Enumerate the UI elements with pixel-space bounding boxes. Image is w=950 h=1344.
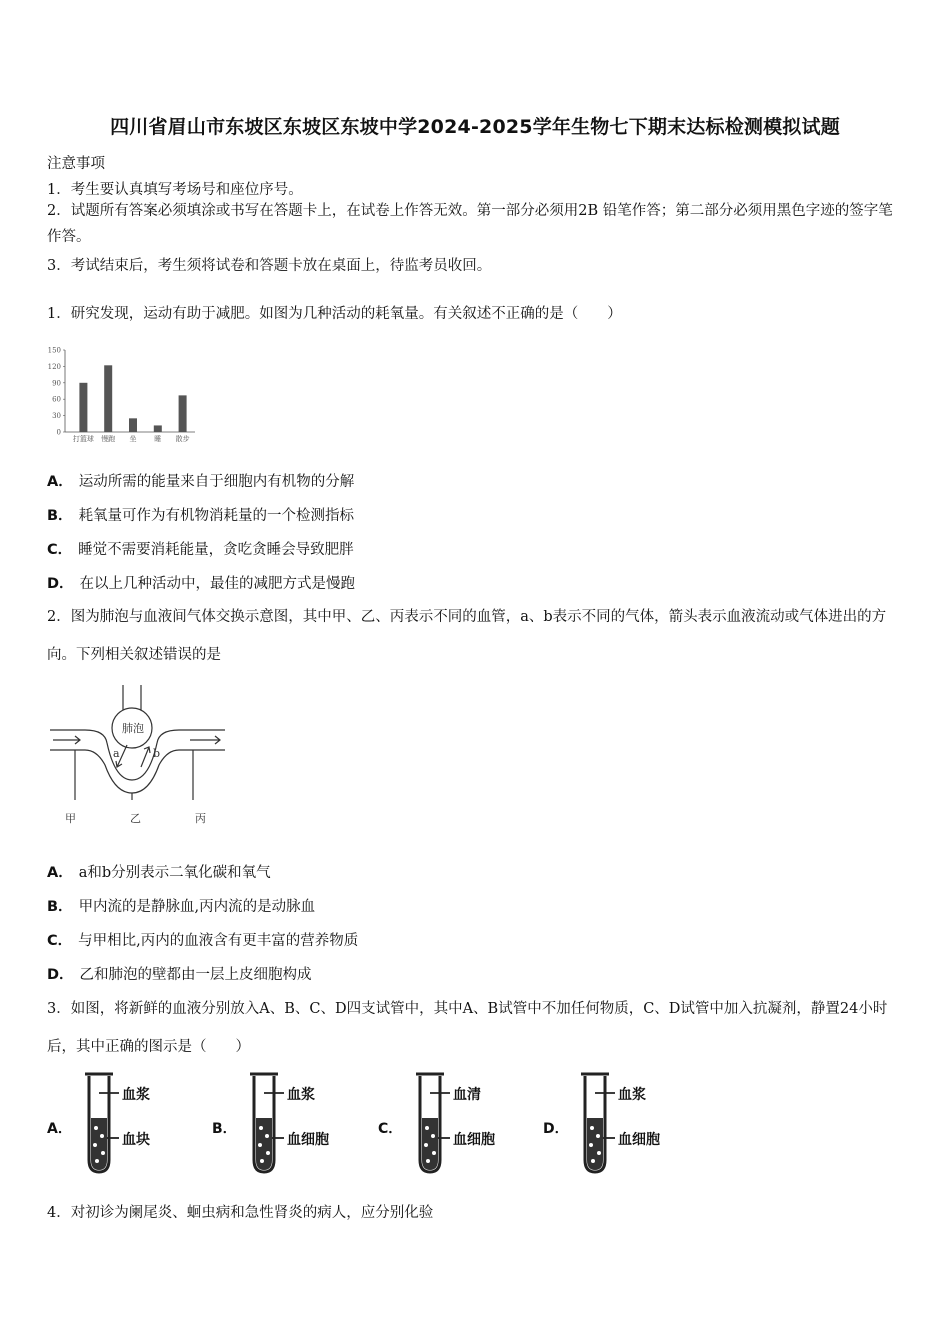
gas-a-label: a (113, 747, 120, 760)
q2-option-a: A． a和b分别表示二氧化碳和氧气 (47, 865, 271, 881)
chart-x-tick-label: 慢跑 (101, 435, 116, 443)
chart-y-tick-label: 120 (47, 362, 61, 371)
chart-bar (79, 383, 87, 432)
q1-option-a: A． 运动所需的能量来自于细胞内有机物的分解 (47, 474, 355, 490)
tube-option-letter: D． (543, 1121, 569, 1137)
vessel-yi-label: 乙 (130, 812, 141, 825)
chart-bar (104, 365, 112, 432)
q2-option-d: D． 乙和肺泡的壁都由一层上皮细胞构成 (47, 967, 312, 983)
tube-bottom-label: 血细胞 (618, 1132, 660, 1148)
alveolus-label: 肺泡 (122, 722, 144, 735)
tube-option-letter: A． (47, 1121, 72, 1137)
chart-x-tick-label: 散步 (175, 435, 190, 443)
tube-option (543, 1068, 703, 1178)
chart-y-tick-label: 60 (52, 395, 61, 404)
notice-item-1: 1．考生要认真填写考场号和座位序号。 (47, 182, 303, 198)
chart-x-tick-label: 打篮球 (72, 435, 94, 443)
tube-bottom-label: 血细胞 (453, 1132, 495, 1148)
chart-bar (129, 418, 137, 432)
tube-option-letter: C． (378, 1121, 403, 1137)
tube-option (212, 1068, 372, 1178)
q1-option-b: B． 耗氧量可作为有机物消耗量的一个检测指标 (47, 508, 355, 524)
page-title: 四川省眉山市东坡区东坡区东坡中学2024-2025学年生物七下期末达标检测模拟试题 (110, 116, 840, 138)
tube-option (378, 1068, 538, 1178)
tube-bottom-label: 血细胞 (287, 1132, 329, 1148)
chart-y-tick-label: 90 (52, 379, 61, 388)
tube-top-label: 血浆 (122, 1087, 150, 1103)
chart-bar (154, 425, 162, 432)
tube-option (47, 1068, 207, 1178)
gas-b-label: b (153, 747, 161, 760)
q3-stem: 3．如图，将新鲜的血液分别放入A、B、C、D四支试管中，其中A、B试管中不加任何物质，C、D试管中加入抗凝剂，静置24小时后，其中正确的图示是（ ） (47, 1001, 888, 1055)
q1-option-c: C． 睡觉不需要消耗能量，贪吃贪睡会导致肥胖 (47, 542, 354, 558)
q1-stem: 1．研究发现，运动有助于减肥。如图为几种活动的耗氧量。有关叙述不正确的是（ ） (47, 306, 622, 322)
notice-item-3: 3．考试结束后，考生须将试卷和答题卡放在桌面上，待监考员收回。 (47, 258, 492, 274)
oxygen-bar-chart (40, 340, 200, 445)
chart-bar (179, 395, 187, 432)
q2-option-b: B． 甲内流的是静脉血,丙内流的是动脉血 (47, 899, 316, 915)
tube-top-label: 血浆 (618, 1087, 646, 1103)
chart-y-tick-label: 0 (56, 428, 61, 437)
chart-x-tick-label: 坐 (129, 435, 137, 443)
tube-top-label: 血浆 (287, 1087, 315, 1103)
vessel-bing-label: 丙 (195, 812, 206, 825)
notice-heading: 注意事项 (47, 156, 105, 172)
alveolus-diagram (45, 685, 245, 830)
q1-option-d: D． 在以上几种活动中，最佳的减肥方式是慢跑 (47, 576, 356, 592)
chart-y-tick-label: 30 (52, 412, 61, 421)
chart-y-tick-label: 150 (47, 346, 61, 355)
notice-item-2: 2．试题所有答案必须填涂或书写在答题卡上，在试卷上作答无效。第一部分必须用2B 铅笔作答；第二部分必须用黑色字迹的签字笔作答。 (47, 203, 893, 245)
q4-stem: 4．对初诊为阑尾炎、蛔虫病和急性肾炎的病人，应分别化验 (47, 1205, 434, 1221)
q2-stem: 2．图为肺泡与血液间气体交换示意图，其中甲、乙、丙表示不同的血管，a、b表示不同的气体，箭头表示血液流动或气体进出的方向。下列相关叙述错误的是 (47, 609, 887, 663)
tube-bottom-label: 血块 (122, 1132, 150, 1148)
chart-x-tick-label: 睡 (154, 435, 162, 443)
vessel-jia-label: 甲 (65, 812, 76, 825)
tube-option-letter: B． (212, 1121, 237, 1137)
tube-top-label: 血清 (453, 1087, 481, 1103)
q2-option-c: C． 与甲相比,丙内的血液含有更丰富的营养物质 (47, 933, 359, 949)
